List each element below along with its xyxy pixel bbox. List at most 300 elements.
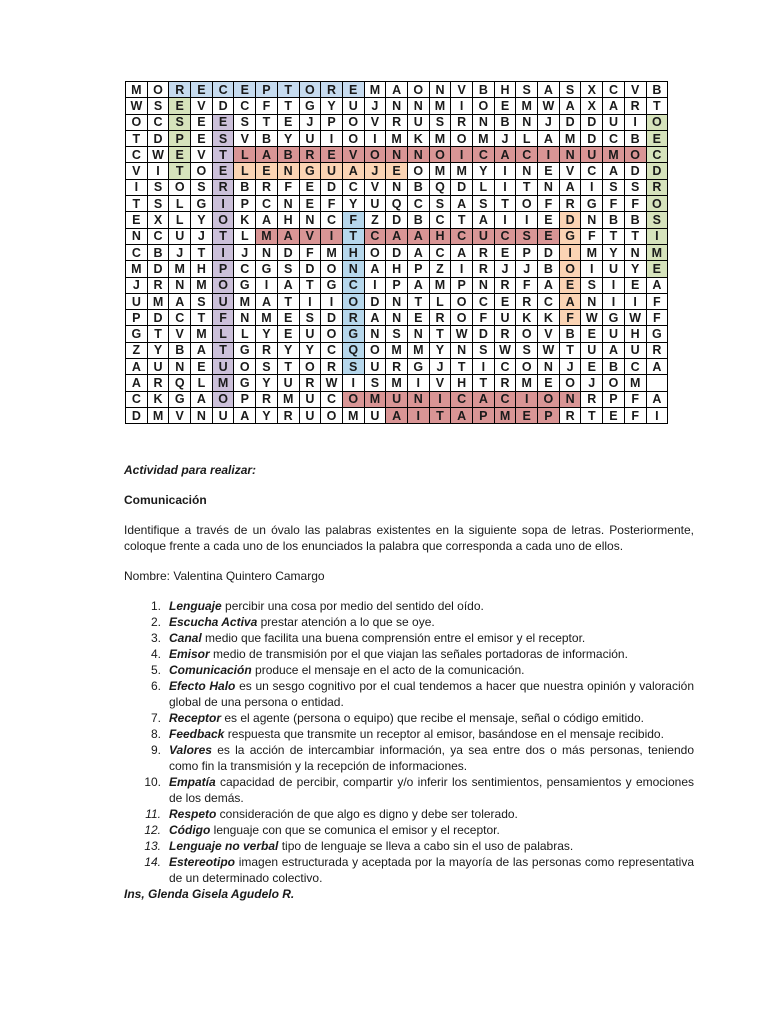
grid-cell: S bbox=[147, 196, 169, 212]
grid-cell: O bbox=[516, 359, 538, 375]
grid-cell: C bbox=[147, 228, 169, 244]
grid-cell: H bbox=[342, 244, 364, 260]
grid-cell: O bbox=[212, 277, 234, 293]
grid-cell: M bbox=[256, 228, 278, 244]
grid-cell: M bbox=[581, 244, 603, 260]
grid-cell: B bbox=[169, 342, 191, 358]
grid-cell: S bbox=[147, 179, 169, 195]
grid-cell: S bbox=[191, 293, 213, 309]
grid-cell: S bbox=[581, 277, 603, 293]
definition-item bbox=[124, 774, 694, 806]
grid-row bbox=[126, 130, 668, 146]
grid-cell: V bbox=[364, 114, 386, 130]
grid-cell: P bbox=[451, 277, 473, 293]
grid-cell: H bbox=[386, 261, 408, 277]
grid-cell: E bbox=[277, 114, 299, 130]
grid-cell: E bbox=[299, 179, 321, 195]
grid-cell: A bbox=[126, 359, 148, 375]
grid-cell: E bbox=[321, 147, 343, 163]
grid-cell: E bbox=[277, 310, 299, 326]
grid-cell: H bbox=[451, 375, 473, 391]
grid-cell: U bbox=[581, 342, 603, 358]
grid-cell: V bbox=[191, 147, 213, 163]
grid-cell: Q bbox=[386, 196, 408, 212]
item-number: 12. bbox=[144, 823, 161, 837]
grid-cell: V bbox=[342, 147, 364, 163]
grid-cell: A bbox=[451, 244, 473, 260]
grid-cell: L bbox=[212, 326, 234, 342]
grid-cell: W bbox=[624, 310, 646, 326]
grid-cell: A bbox=[538, 82, 560, 98]
grid-cell: E bbox=[581, 326, 603, 342]
grid-cell: R bbox=[256, 179, 278, 195]
item-text: Empatía capacidad de percibir, compartir y/o inferir los sentimientos, pensamientos y emociones de los demás. bbox=[169, 775, 694, 805]
grid-cell: A bbox=[603, 98, 625, 114]
grid-cell: D bbox=[386, 212, 408, 228]
grid-cell: Y bbox=[473, 163, 495, 179]
grid-cell: T bbox=[277, 359, 299, 375]
grid-cell: R bbox=[256, 342, 278, 358]
grid-row bbox=[126, 359, 668, 375]
grid-cell: N bbox=[299, 212, 321, 228]
grid-cell: T bbox=[559, 342, 581, 358]
grid-cell: L bbox=[234, 326, 256, 342]
grid-cell: U bbox=[277, 375, 299, 391]
grid-cell: I bbox=[212, 196, 234, 212]
grid-cell: M bbox=[321, 244, 343, 260]
grid-cell: M bbox=[624, 375, 646, 391]
grid-cell: T bbox=[212, 228, 234, 244]
grid-cell: R bbox=[321, 359, 343, 375]
grid-cell: L bbox=[473, 179, 495, 195]
grid-cell: O bbox=[342, 114, 364, 130]
grid-cell: I bbox=[646, 228, 668, 244]
grid-cell: U bbox=[299, 326, 321, 342]
grid-cell: N bbox=[277, 196, 299, 212]
grid-cell: N bbox=[624, 244, 646, 260]
grid-cell: I bbox=[321, 293, 343, 309]
item-term: Respeto bbox=[169, 807, 217, 821]
item-text: Comunicación produce el mensaje en el acto de la comunicación. bbox=[169, 663, 525, 677]
grid-cell: E bbox=[191, 82, 213, 98]
grid-cell: P bbox=[234, 391, 256, 407]
grid-cell: F bbox=[559, 310, 581, 326]
grid-cell: T bbox=[451, 359, 473, 375]
item-term: Lenguaje no verbal bbox=[169, 839, 279, 853]
grid-cell: I bbox=[429, 391, 451, 407]
grid-cell: T bbox=[407, 293, 429, 309]
grid-cell: I bbox=[147, 163, 169, 179]
grid-cell: D bbox=[624, 163, 646, 179]
grid-cell: T bbox=[212, 147, 234, 163]
grid-cell: S bbox=[256, 359, 278, 375]
definition-item bbox=[124, 598, 694, 614]
grid-cell: S bbox=[516, 82, 538, 98]
grid-cell: R bbox=[494, 375, 516, 391]
grid-cell: M bbox=[364, 82, 386, 98]
grid-row bbox=[126, 391, 668, 407]
grid-cell: T bbox=[646, 98, 668, 114]
grid-row bbox=[126, 293, 668, 309]
grid-cell: I bbox=[451, 98, 473, 114]
grid-cell: Y bbox=[147, 342, 169, 358]
grid-cell: E bbox=[494, 244, 516, 260]
grid-cell: C bbox=[321, 212, 343, 228]
grid-cell: V bbox=[169, 326, 191, 342]
grid-cell: U bbox=[126, 293, 148, 309]
grid-cell: P bbox=[516, 244, 538, 260]
grid-cell: N bbox=[407, 326, 429, 342]
grid-cell: F bbox=[624, 196, 646, 212]
grid-cell: C bbox=[494, 391, 516, 407]
grid-cell: I bbox=[342, 375, 364, 391]
item-term: Lenguaje bbox=[169, 599, 222, 613]
grid-cell: P bbox=[212, 261, 234, 277]
grid-cell: B bbox=[624, 130, 646, 146]
grid-cell: U bbox=[624, 342, 646, 358]
student-name: Nombre: Valentina Quintero Camargo bbox=[124, 569, 325, 583]
grid-cell: A bbox=[603, 342, 625, 358]
grid-cell: N bbox=[538, 359, 560, 375]
grid-cell: M bbox=[494, 407, 516, 423]
grid-cell: J bbox=[559, 359, 581, 375]
grid-cell: O bbox=[191, 163, 213, 179]
grid-cell: C bbox=[494, 228, 516, 244]
grid-cell: C bbox=[516, 147, 538, 163]
grid-cell: R bbox=[581, 391, 603, 407]
grid-cell: L bbox=[169, 196, 191, 212]
item-number: 14. bbox=[144, 855, 161, 869]
grid-cell: M bbox=[147, 293, 169, 309]
grid-cell: W bbox=[126, 98, 148, 114]
grid-cell: E bbox=[169, 147, 191, 163]
grid-cell: F bbox=[277, 179, 299, 195]
grid-cell: C bbox=[364, 228, 386, 244]
item-term: Código bbox=[169, 823, 211, 837]
grid-cell: L bbox=[516, 130, 538, 146]
grid-row bbox=[126, 82, 668, 98]
grid-cell: D bbox=[277, 244, 299, 260]
grid-cell: U bbox=[299, 391, 321, 407]
grid-cell: A bbox=[386, 82, 408, 98]
grid-cell: Z bbox=[429, 261, 451, 277]
grid-cell: W bbox=[538, 98, 560, 114]
grid-cell: D bbox=[473, 326, 495, 342]
grid-cell: N bbox=[342, 261, 364, 277]
grid-cell: D bbox=[364, 293, 386, 309]
grid-row bbox=[126, 179, 668, 195]
grid-cell: A bbox=[473, 212, 495, 228]
grid-cell: N bbox=[364, 326, 386, 342]
grid-cell: T bbox=[256, 114, 278, 130]
grid-cell: B bbox=[407, 212, 429, 228]
grid-cell: T bbox=[147, 326, 169, 342]
grid-cell: S bbox=[147, 98, 169, 114]
grid-cell: A bbox=[386, 228, 408, 244]
grid-cell: S bbox=[603, 179, 625, 195]
grid-cell: Y bbox=[277, 342, 299, 358]
grid-cell: I bbox=[407, 407, 429, 423]
grid-cell: M bbox=[429, 130, 451, 146]
grid-cell: I bbox=[256, 277, 278, 293]
grid-cell: D bbox=[538, 244, 560, 260]
grid-cell: D bbox=[321, 179, 343, 195]
grid-cell: P bbox=[538, 407, 560, 423]
grid-cell: M bbox=[234, 293, 256, 309]
grid-cell: B bbox=[624, 212, 646, 228]
grid-row bbox=[126, 244, 668, 260]
grid-cell: S bbox=[473, 196, 495, 212]
grid-cell: S bbox=[299, 310, 321, 326]
grid-row bbox=[126, 326, 668, 342]
definition-item bbox=[124, 806, 694, 822]
definition-item bbox=[124, 822, 694, 838]
item-text: Respeto consideración de que algo es digno y debe ser tolerado. bbox=[169, 807, 518, 821]
grid-cell: E bbox=[277, 326, 299, 342]
grid-cell: M bbox=[212, 375, 234, 391]
grid-cell: U bbox=[364, 196, 386, 212]
grid-row bbox=[126, 212, 668, 228]
grid-cell: Y bbox=[624, 261, 646, 277]
item-number: 7. bbox=[150, 711, 161, 725]
grid-cell: J bbox=[191, 228, 213, 244]
grid-cell: R bbox=[494, 326, 516, 342]
grid-cell: U bbox=[321, 163, 343, 179]
grid-cell: F bbox=[321, 196, 343, 212]
grid-cell: M bbox=[256, 310, 278, 326]
grid-cell: U bbox=[147, 359, 169, 375]
grid-cell: J bbox=[581, 375, 603, 391]
grid-cell: F bbox=[646, 310, 668, 326]
grid-cell: O bbox=[212, 391, 234, 407]
grid-cell: G bbox=[407, 359, 429, 375]
grid-cell: F bbox=[212, 310, 234, 326]
grid-cell: F bbox=[646, 293, 668, 309]
grid-cell: T bbox=[277, 98, 299, 114]
grid-cell: S bbox=[473, 342, 495, 358]
grid-cell: P bbox=[603, 391, 625, 407]
activity-section bbox=[124, 462, 694, 902]
grid-cell: B bbox=[538, 261, 560, 277]
grid-cell: P bbox=[473, 407, 495, 423]
grid-cell: A bbox=[451, 407, 473, 423]
item-term: Receptor bbox=[169, 711, 222, 725]
item-term: Escucha Activa bbox=[169, 615, 258, 629]
grid-cell: L bbox=[169, 212, 191, 228]
grid-cell: G bbox=[321, 277, 343, 293]
grid-cell: B bbox=[473, 82, 495, 98]
grid-cell: H bbox=[624, 326, 646, 342]
grid-cell: H bbox=[277, 212, 299, 228]
grid-cell: A bbox=[538, 130, 560, 146]
grid-cell: O bbox=[603, 375, 625, 391]
grid-cell: I bbox=[473, 359, 495, 375]
grid-cell: Y bbox=[321, 98, 343, 114]
grid-cell: A bbox=[494, 147, 516, 163]
grid-cell: L bbox=[191, 375, 213, 391]
grid-cell: N bbox=[451, 342, 473, 358]
grid-cell: D bbox=[646, 163, 668, 179]
grid-cell: E bbox=[342, 82, 364, 98]
grid-cell: C bbox=[473, 293, 495, 309]
grid-cell: M bbox=[169, 261, 191, 277]
grid-cell: I bbox=[321, 228, 343, 244]
grid-cell: U bbox=[299, 130, 321, 146]
grid-cell: B bbox=[646, 82, 668, 98]
grid-cell: C bbox=[126, 391, 148, 407]
grid-cell: R bbox=[646, 179, 668, 195]
grid-cell: A bbox=[256, 212, 278, 228]
grid-cell: J bbox=[364, 98, 386, 114]
grid-cell: O bbox=[212, 212, 234, 228]
grid-cell: I bbox=[451, 261, 473, 277]
grid-cell: W bbox=[147, 147, 169, 163]
grid-cell: G bbox=[191, 196, 213, 212]
grid-cell: N bbox=[256, 244, 278, 260]
grid-cell: O bbox=[451, 310, 473, 326]
grid-cell: A bbox=[191, 391, 213, 407]
grid-cell: V bbox=[364, 179, 386, 195]
grid-cell: O bbox=[364, 147, 386, 163]
grid-cell: J bbox=[429, 359, 451, 375]
grid-cell: C bbox=[256, 196, 278, 212]
grid-cell: I bbox=[299, 293, 321, 309]
grid-cell: I bbox=[494, 212, 516, 228]
grid-cell: M bbox=[277, 391, 299, 407]
item-number: 1. bbox=[150, 599, 161, 613]
definition-item bbox=[124, 662, 694, 678]
grid-cell: E bbox=[191, 130, 213, 146]
grid-cell: O bbox=[646, 114, 668, 130]
grid-cell: A bbox=[277, 277, 299, 293]
grid-cell: M bbox=[516, 98, 538, 114]
item-number: 3. bbox=[150, 631, 161, 645]
grid-cell: L bbox=[234, 147, 256, 163]
grid-cell: I bbox=[646, 407, 668, 423]
grid-cell: F bbox=[299, 244, 321, 260]
grid-cell: N bbox=[538, 179, 560, 195]
grid-cell: G bbox=[256, 261, 278, 277]
grid-cell: I bbox=[126, 179, 148, 195]
grid-cell: J bbox=[516, 261, 538, 277]
grid-cell: E bbox=[212, 163, 234, 179]
instructions-paragraph: Identifique a través de un óvalo las palabras existentes en la siguiente sopa de letras. Posteriormente, coloque frente a cada uno de los enunciados la palabra que corresponda a cada uno de ellos. bbox=[124, 523, 694, 553]
grid-cell: T bbox=[342, 228, 364, 244]
grid-cell: C bbox=[581, 163, 603, 179]
grid-cell: A bbox=[342, 163, 364, 179]
grid-cell bbox=[646, 375, 668, 391]
grid-cell: C bbox=[494, 359, 516, 375]
grid-cell: R bbox=[386, 114, 408, 130]
grid-cell: C bbox=[234, 261, 256, 277]
grid-cell: G bbox=[581, 196, 603, 212]
grid-cell: A bbox=[169, 293, 191, 309]
grid-cell: O bbox=[538, 391, 560, 407]
grid-cell: J bbox=[234, 244, 256, 260]
grid-cell: S bbox=[191, 179, 213, 195]
grid-cell: R bbox=[494, 277, 516, 293]
grid-cell: C bbox=[212, 82, 234, 98]
grid-cell: J bbox=[299, 114, 321, 130]
grid-cell: C bbox=[321, 342, 343, 358]
grid-cell: X bbox=[147, 212, 169, 228]
grid-cell: M bbox=[473, 130, 495, 146]
grid-cell: O bbox=[147, 82, 169, 98]
item-term: Empatía bbox=[169, 775, 216, 789]
grid-cell: L bbox=[234, 163, 256, 179]
grid-cell: N bbox=[407, 391, 429, 407]
grid-cell: W bbox=[451, 326, 473, 342]
grid-cell: O bbox=[516, 326, 538, 342]
grid-cell: C bbox=[603, 82, 625, 98]
item-number: 13. bbox=[144, 839, 161, 853]
grid-cell: D bbox=[147, 130, 169, 146]
grid-cell: N bbox=[581, 212, 603, 228]
grid-cell: N bbox=[407, 147, 429, 163]
item-text: Feedback respuesta que transmite un receptor al emisor, basándose en el mensaje recibido. bbox=[169, 727, 664, 741]
grid-cell: T bbox=[494, 196, 516, 212]
grid-cell: S bbox=[559, 82, 581, 98]
item-text: Código lenguaje con que se comunica el emisor y el receptor. bbox=[169, 823, 500, 837]
grid-cell: G bbox=[559, 228, 581, 244]
grid-cell: T bbox=[126, 130, 148, 146]
grid-cell: U bbox=[603, 261, 625, 277]
definition-item bbox=[124, 710, 694, 726]
item-text: Valores es la acción de intercambiar información, ya sea entre dos o más personas, teniendo como fin la transmisión y la recepción de informaciones. bbox=[169, 743, 694, 773]
grid-cell: S bbox=[386, 326, 408, 342]
definition-item bbox=[124, 838, 694, 854]
grid-cell: B bbox=[559, 326, 581, 342]
grid-cell: G bbox=[234, 375, 256, 391]
grid-cell: U bbox=[212, 407, 234, 423]
grid-cell: S bbox=[516, 342, 538, 358]
grid-cell: U bbox=[581, 147, 603, 163]
grid-cell: R bbox=[256, 391, 278, 407]
grid-cell: A bbox=[559, 179, 581, 195]
grid-cell: D bbox=[147, 261, 169, 277]
grid-cell: A bbox=[646, 391, 668, 407]
grid-cell: O bbox=[624, 147, 646, 163]
grid-cell: S bbox=[364, 375, 386, 391]
grid-cell: G bbox=[234, 342, 256, 358]
grid-cell: I bbox=[494, 179, 516, 195]
grid-cell: A bbox=[473, 391, 495, 407]
grid-cell: Y bbox=[429, 342, 451, 358]
grid-cell: C bbox=[624, 359, 646, 375]
grid-cell: N bbox=[234, 310, 256, 326]
grid-cell: T bbox=[191, 310, 213, 326]
grid-cell: O bbox=[516, 196, 538, 212]
grid-cell: Y bbox=[342, 196, 364, 212]
grid-cell: R bbox=[473, 244, 495, 260]
grid-cell: F bbox=[538, 196, 560, 212]
grid-cell: O bbox=[342, 391, 364, 407]
item-text: Lenguaje no verbal tipo de lenguaje se lleva a cabo sin el uso de palabras. bbox=[169, 839, 574, 853]
item-number: 9. bbox=[150, 743, 161, 757]
grid-cell: D bbox=[126, 407, 148, 423]
grid-cell: J bbox=[538, 114, 560, 130]
grid-cell: E bbox=[407, 310, 429, 326]
grid-cell: M bbox=[147, 407, 169, 423]
grid-cell: W bbox=[538, 342, 560, 358]
grid-row bbox=[126, 277, 668, 293]
grid-cell: E bbox=[234, 82, 256, 98]
grid-cell: D bbox=[386, 244, 408, 260]
grid-cell: A bbox=[256, 147, 278, 163]
grid-cell: F bbox=[256, 98, 278, 114]
grid-cell: O bbox=[364, 244, 386, 260]
grid-cell: D bbox=[581, 130, 603, 146]
